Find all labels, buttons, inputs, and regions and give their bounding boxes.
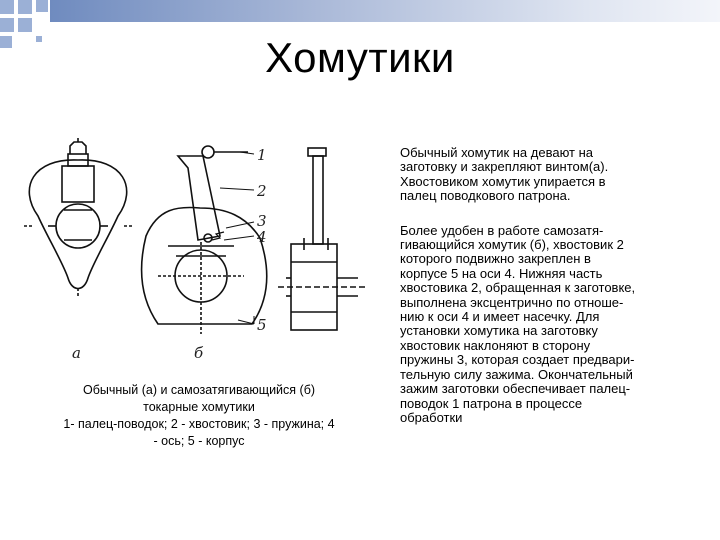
- text-line: заготовку и закрепляют винтом(а).: [400, 159, 609, 175]
- text-line: выполнена эксцентрично по отноше-: [400, 294, 624, 310]
- text-line: Обычный хомутик на девают на: [400, 145, 594, 160]
- text-line: хвостовика 2, обращенная к заготовке,: [400, 280, 636, 296]
- slide-title: Хомутики: [265, 34, 455, 81]
- ordinary-clamp-drawing: [24, 138, 132, 296]
- caption-line: токарные хомутики: [143, 400, 255, 414]
- caption-line: Обычный (а) и самозатягивающийся (б): [82, 383, 316, 397]
- corner-square-3: [36, 0, 48, 12]
- label-b: б: [194, 344, 204, 362]
- top-decor-bar: [50, 0, 720, 22]
- label-4: 4: [257, 228, 267, 246]
- corner-square-5: [18, 18, 32, 32]
- paragraph-ordinary-clamp: [400, 146, 692, 204]
- text-line: установки хомутика на заготовку: [400, 323, 598, 339]
- corner-square-4: [0, 18, 14, 32]
- label-3: 3: [257, 212, 267, 230]
- text-line: Более удобен в работе самозатя-: [400, 222, 604, 238]
- text-line: корпусе 5 на оси 4. Нижняя часть: [400, 265, 603, 281]
- figure-caption: [40, 382, 358, 450]
- description-column: [400, 146, 692, 445]
- text-line: хвостовик наклоняют в сторону: [400, 337, 591, 353]
- text-line: которого подвижно закреплен в: [400, 251, 591, 267]
- text-line: нию к оси 4 и имеет насечку. Для: [400, 309, 600, 325]
- text-line: гивающийся хомутик (б), хвостовик 2: [400, 237, 624, 253]
- caption-line: 1- палец-поводок; 2 - хвостовик; 3 - пружина; 4: [63, 417, 335, 431]
- caption-line: - ось; 5 - корпус: [153, 434, 245, 448]
- text-line: палец поводкового патрона.: [400, 188, 571, 204]
- clamp-figure: [8, 128, 378, 368]
- corner-square-1: [0, 0, 14, 14]
- label-a: а: [72, 344, 81, 362]
- self-tightening-clamp-drawing: [142, 146, 368, 334]
- text-line: пружины 3, которая создает предвари-: [400, 352, 635, 368]
- label-2: 2: [257, 182, 267, 200]
- text-line: тельную силу зажима. Окончательный: [400, 366, 633, 382]
- text-line: обработки: [400, 409, 463, 425]
- text-line: зажим заготовки обеспечивает палец-: [400, 381, 631, 397]
- paragraph-self-tightening-clamp: [400, 224, 692, 426]
- corner-square-2: [18, 0, 32, 14]
- label-5: 5: [257, 316, 267, 334]
- label-1: 1: [257, 146, 267, 164]
- text-line: Хвостовиком хомутик упирается в: [400, 173, 606, 189]
- text-line: поводок 1 патрона в процессе: [400, 395, 583, 411]
